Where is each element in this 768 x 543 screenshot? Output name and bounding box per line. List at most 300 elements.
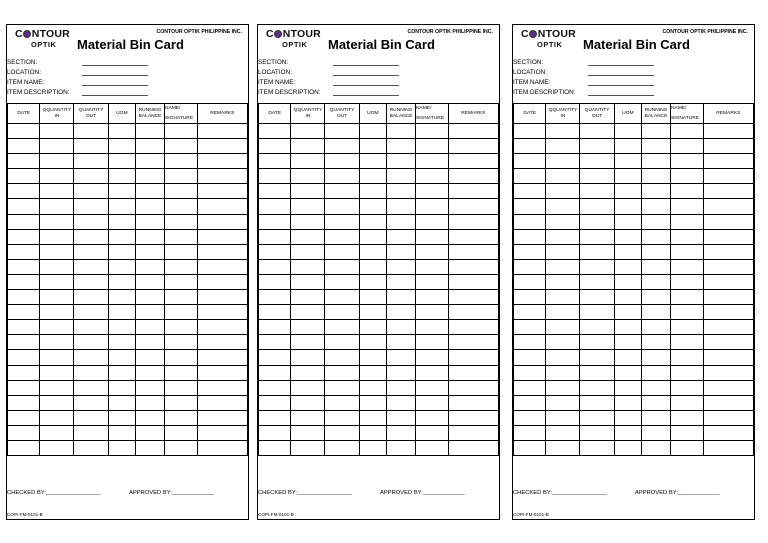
signature-cell[interactable]	[415, 229, 448, 244]
uom-cell[interactable]	[359, 244, 387, 259]
qty-in-cell[interactable]	[40, 305, 74, 320]
qty-out-cell[interactable]	[325, 169, 359, 184]
date-cell[interactable]	[514, 365, 546, 380]
date-cell[interactable]	[8, 169, 40, 184]
remarks-cell[interactable]	[197, 139, 247, 154]
uom-cell[interactable]	[108, 124, 136, 139]
remarks-cell[interactable]	[448, 290, 498, 305]
remarks-cell[interactable]	[197, 244, 247, 259]
balance-cell[interactable]	[642, 184, 671, 199]
date-cell[interactable]	[259, 410, 291, 425]
qty-in-cell[interactable]	[291, 124, 325, 139]
section-field[interactable]	[333, 65, 399, 66]
qty-in-cell[interactable]	[546, 244, 580, 259]
date-cell[interactable]	[514, 229, 546, 244]
remarks-cell[interactable]	[448, 214, 498, 229]
remarks-cell[interactable]	[703, 169, 753, 184]
qty-in-cell[interactable]	[40, 425, 74, 440]
uom-cell[interactable]	[359, 274, 387, 289]
qty-in-cell[interactable]	[291, 244, 325, 259]
uom-cell[interactable]	[108, 395, 136, 410]
uom-cell[interactable]	[614, 335, 642, 350]
balance-cell[interactable]	[136, 274, 165, 289]
balance-cell[interactable]	[387, 244, 416, 259]
remarks-cell[interactable]	[448, 274, 498, 289]
qty-in-cell[interactable]	[291, 305, 325, 320]
qty-in-cell[interactable]	[291, 380, 325, 395]
qty-out-cell[interactable]	[325, 365, 359, 380]
remarks-cell[interactable]	[703, 440, 753, 455]
remarks-cell[interactable]	[197, 305, 247, 320]
signature-cell[interactable]	[670, 290, 703, 305]
qty-out-cell[interactable]	[580, 244, 614, 259]
date-cell[interactable]	[8, 410, 40, 425]
remarks-cell[interactable]	[703, 380, 753, 395]
balance-cell[interactable]	[387, 259, 416, 274]
qty-in-cell[interactable]	[291, 425, 325, 440]
remarks-cell[interactable]	[197, 154, 247, 169]
balance-cell[interactable]	[136, 290, 165, 305]
date-cell[interactable]	[259, 259, 291, 274]
uom-cell[interactable]	[359, 290, 387, 305]
uom-cell[interactable]	[614, 214, 642, 229]
signature-cell[interactable]	[415, 290, 448, 305]
qty-in-cell[interactable]	[40, 124, 74, 139]
qty-in-cell[interactable]	[291, 274, 325, 289]
signature-cell[interactable]	[670, 154, 703, 169]
signature-cell[interactable]	[164, 259, 197, 274]
item-description-field[interactable]	[82, 95, 148, 96]
uom-cell[interactable]	[108, 425, 136, 440]
item-description-field[interactable]	[588, 95, 654, 96]
remarks-cell[interactable]	[448, 380, 498, 395]
signature-cell[interactable]	[415, 259, 448, 274]
qty-out-cell[interactable]	[580, 425, 614, 440]
uom-cell[interactable]	[108, 184, 136, 199]
remarks-cell[interactable]	[197, 274, 247, 289]
signature-cell[interactable]	[670, 320, 703, 335]
balance-cell[interactable]	[642, 410, 671, 425]
date-cell[interactable]	[514, 320, 546, 335]
qty-in-cell[interactable]	[40, 320, 74, 335]
signature-cell[interactable]	[164, 214, 197, 229]
qty-in-cell[interactable]	[291, 410, 325, 425]
uom-cell[interactable]	[108, 320, 136, 335]
qty-out-cell[interactable]	[580, 169, 614, 184]
qty-out-cell[interactable]	[325, 184, 359, 199]
qty-out-cell[interactable]	[74, 410, 108, 425]
signature-cell[interactable]	[415, 395, 448, 410]
uom-cell[interactable]	[614, 244, 642, 259]
signature-cell[interactable]	[670, 350, 703, 365]
uom-cell[interactable]	[359, 199, 387, 214]
qty-in-cell[interactable]	[291, 229, 325, 244]
uom-cell[interactable]	[108, 305, 136, 320]
remarks-cell[interactable]	[448, 320, 498, 335]
uom-cell[interactable]	[614, 320, 642, 335]
date-cell[interactable]	[514, 335, 546, 350]
signature-cell[interactable]	[164, 380, 197, 395]
uom-cell[interactable]	[614, 199, 642, 214]
remarks-cell[interactable]	[448, 395, 498, 410]
uom-cell[interactable]	[108, 154, 136, 169]
signature-cell[interactable]	[670, 440, 703, 455]
balance-cell[interactable]	[387, 395, 416, 410]
date-cell[interactable]	[514, 440, 546, 455]
remarks-cell[interactable]	[703, 365, 753, 380]
uom-cell[interactable]	[108, 440, 136, 455]
qty-in-cell[interactable]	[40, 154, 74, 169]
uom-cell[interactable]	[614, 395, 642, 410]
qty-in-cell[interactable]	[546, 335, 580, 350]
remarks-cell[interactable]	[197, 395, 247, 410]
remarks-cell[interactable]	[448, 410, 498, 425]
qty-out-cell[interactable]	[580, 320, 614, 335]
balance-cell[interactable]	[642, 169, 671, 184]
item-name-field[interactable]	[82, 85, 148, 86]
date-cell[interactable]	[514, 274, 546, 289]
balance-cell[interactable]	[387, 305, 416, 320]
qty-out-cell[interactable]	[74, 244, 108, 259]
date-cell[interactable]	[514, 380, 546, 395]
qty-out-cell[interactable]	[74, 335, 108, 350]
signature-cell[interactable]	[415, 154, 448, 169]
uom-cell[interactable]	[359, 365, 387, 380]
balance-cell[interactable]	[642, 259, 671, 274]
qty-in-cell[interactable]	[546, 124, 580, 139]
date-cell[interactable]	[8, 365, 40, 380]
date-cell[interactable]	[8, 350, 40, 365]
signature-cell[interactable]	[415, 139, 448, 154]
qty-in-cell[interactable]	[291, 320, 325, 335]
balance-cell[interactable]	[642, 380, 671, 395]
remarks-cell[interactable]	[703, 214, 753, 229]
signature-cell[interactable]	[415, 380, 448, 395]
remarks-cell[interactable]	[197, 290, 247, 305]
balance-cell[interactable]	[136, 395, 165, 410]
date-cell[interactable]	[8, 229, 40, 244]
qty-out-cell[interactable]	[74, 274, 108, 289]
location-field[interactable]	[333, 75, 399, 76]
uom-cell[interactable]	[108, 244, 136, 259]
balance-cell[interactable]	[136, 139, 165, 154]
balance-cell[interactable]	[642, 335, 671, 350]
uom-cell[interactable]	[359, 229, 387, 244]
date-cell[interactable]	[8, 244, 40, 259]
remarks-cell[interactable]	[703, 184, 753, 199]
remarks-cell[interactable]	[448, 139, 498, 154]
balance-cell[interactable]	[136, 440, 165, 455]
qty-out-cell[interactable]	[74, 380, 108, 395]
uom-cell[interactable]	[614, 290, 642, 305]
qty-out-cell[interactable]	[74, 440, 108, 455]
signature-cell[interactable]	[164, 365, 197, 380]
date-cell[interactable]	[8, 440, 40, 455]
balance-cell[interactable]	[642, 229, 671, 244]
remarks-cell[interactable]	[197, 350, 247, 365]
location-field[interactable]	[82, 75, 148, 76]
balance-cell[interactable]	[642, 290, 671, 305]
remarks-cell[interactable]	[197, 380, 247, 395]
qty-out-cell[interactable]	[325, 274, 359, 289]
qty-in-cell[interactable]	[291, 350, 325, 365]
balance-cell[interactable]	[136, 229, 165, 244]
signature-cell[interactable]	[415, 365, 448, 380]
signature-cell[interactable]	[164, 274, 197, 289]
remarks-cell[interactable]	[703, 425, 753, 440]
uom-cell[interactable]	[359, 335, 387, 350]
remarks-cell[interactable]	[703, 410, 753, 425]
balance-cell[interactable]	[136, 305, 165, 320]
date-cell[interactable]	[8, 199, 40, 214]
remarks-cell[interactable]	[703, 290, 753, 305]
remarks-cell[interactable]	[197, 199, 247, 214]
signature-cell[interactable]	[164, 290, 197, 305]
qty-in-cell[interactable]	[291, 154, 325, 169]
date-cell[interactable]	[259, 395, 291, 410]
qty-out-cell[interactable]	[325, 305, 359, 320]
signature-cell[interactable]	[670, 395, 703, 410]
remarks-cell[interactable]	[448, 184, 498, 199]
signature-cell[interactable]	[670, 274, 703, 289]
uom-cell[interactable]	[359, 214, 387, 229]
qty-in-cell[interactable]	[546, 440, 580, 455]
uom-cell[interactable]	[359, 380, 387, 395]
uom-cell[interactable]	[614, 124, 642, 139]
date-cell[interactable]	[259, 139, 291, 154]
remarks-cell[interactable]	[197, 214, 247, 229]
uom-cell[interactable]	[614, 274, 642, 289]
qty-in-cell[interactable]	[40, 244, 74, 259]
signature-cell[interactable]	[415, 244, 448, 259]
qty-out-cell[interactable]	[325, 395, 359, 410]
remarks-cell[interactable]	[448, 229, 498, 244]
date-cell[interactable]	[259, 305, 291, 320]
uom-cell[interactable]	[614, 229, 642, 244]
qty-out-cell[interactable]	[580, 154, 614, 169]
date-cell[interactable]	[259, 425, 291, 440]
date-cell[interactable]	[514, 139, 546, 154]
signature-cell[interactable]	[164, 320, 197, 335]
balance-cell[interactable]	[642, 274, 671, 289]
qty-out-cell[interactable]	[325, 259, 359, 274]
qty-out-cell[interactable]	[74, 124, 108, 139]
qty-in-cell[interactable]	[546, 154, 580, 169]
qty-out-cell[interactable]	[325, 214, 359, 229]
uom-cell[interactable]	[614, 410, 642, 425]
qty-in-cell[interactable]	[40, 274, 74, 289]
qty-in-cell[interactable]	[40, 199, 74, 214]
date-cell[interactable]	[8, 184, 40, 199]
uom-cell[interactable]	[108, 214, 136, 229]
qty-out-cell[interactable]	[74, 395, 108, 410]
qty-in-cell[interactable]	[291, 214, 325, 229]
remarks-cell[interactable]	[197, 320, 247, 335]
qty-in-cell[interactable]	[40, 214, 74, 229]
signature-cell[interactable]	[164, 350, 197, 365]
signature-cell[interactable]	[670, 229, 703, 244]
balance-cell[interactable]	[136, 320, 165, 335]
qty-in-cell[interactable]	[291, 259, 325, 274]
signature-cell[interactable]	[670, 305, 703, 320]
balance-cell[interactable]	[642, 244, 671, 259]
remarks-cell[interactable]	[703, 305, 753, 320]
uom-cell[interactable]	[108, 169, 136, 184]
signature-cell[interactable]	[415, 169, 448, 184]
uom-cell[interactable]	[108, 410, 136, 425]
signature-cell[interactable]	[164, 169, 197, 184]
balance-cell[interactable]	[387, 350, 416, 365]
uom-cell[interactable]	[108, 350, 136, 365]
balance-cell[interactable]	[387, 410, 416, 425]
remarks-cell[interactable]	[197, 124, 247, 139]
signature-cell[interactable]	[670, 199, 703, 214]
qty-out-cell[interactable]	[580, 124, 614, 139]
remarks-cell[interactable]	[197, 229, 247, 244]
qty-out-cell[interactable]	[580, 199, 614, 214]
signature-cell[interactable]	[164, 124, 197, 139]
date-cell[interactable]	[514, 244, 546, 259]
date-cell[interactable]	[259, 214, 291, 229]
qty-out-cell[interactable]	[325, 440, 359, 455]
qty-in-cell[interactable]	[291, 184, 325, 199]
signature-cell[interactable]	[670, 169, 703, 184]
uom-cell[interactable]	[359, 395, 387, 410]
balance-cell[interactable]	[642, 305, 671, 320]
balance-cell[interactable]	[136, 184, 165, 199]
signature-cell[interactable]	[415, 305, 448, 320]
remarks-cell[interactable]	[703, 139, 753, 154]
remarks-cell[interactable]	[197, 425, 247, 440]
remarks-cell[interactable]	[448, 259, 498, 274]
date-cell[interactable]	[259, 350, 291, 365]
signature-cell[interactable]	[415, 124, 448, 139]
signature-cell[interactable]	[164, 139, 197, 154]
signature-cell[interactable]	[164, 199, 197, 214]
signature-cell[interactable]	[670, 214, 703, 229]
qty-in-cell[interactable]	[291, 440, 325, 455]
uom-cell[interactable]	[359, 350, 387, 365]
qty-in-cell[interactable]	[546, 410, 580, 425]
balance-cell[interactable]	[387, 139, 416, 154]
uom-cell[interactable]	[108, 290, 136, 305]
signature-cell[interactable]	[415, 335, 448, 350]
date-cell[interactable]	[8, 335, 40, 350]
uom-cell[interactable]	[108, 199, 136, 214]
qty-in-cell[interactable]	[546, 259, 580, 274]
uom-cell[interactable]	[614, 169, 642, 184]
qty-out-cell[interactable]	[580, 350, 614, 365]
qty-in-cell[interactable]	[40, 139, 74, 154]
balance-cell[interactable]	[136, 169, 165, 184]
balance-cell[interactable]	[387, 440, 416, 455]
date-cell[interactable]	[259, 199, 291, 214]
date-cell[interactable]	[514, 395, 546, 410]
item-name-field[interactable]	[588, 85, 654, 86]
qty-out-cell[interactable]	[325, 410, 359, 425]
signature-cell[interactable]	[670, 380, 703, 395]
qty-in-cell[interactable]	[291, 199, 325, 214]
uom-cell[interactable]	[614, 305, 642, 320]
remarks-cell[interactable]	[703, 154, 753, 169]
date-cell[interactable]	[8, 274, 40, 289]
remarks-cell[interactable]	[197, 184, 247, 199]
qty-out-cell[interactable]	[325, 320, 359, 335]
item-name-field[interactable]	[333, 85, 399, 86]
qty-in-cell[interactable]	[546, 365, 580, 380]
remarks-cell[interactable]	[448, 305, 498, 320]
qty-in-cell[interactable]	[40, 184, 74, 199]
uom-cell[interactable]	[359, 184, 387, 199]
date-cell[interactable]	[8, 425, 40, 440]
qty-out-cell[interactable]	[580, 274, 614, 289]
balance-cell[interactable]	[642, 350, 671, 365]
uom-cell[interactable]	[108, 139, 136, 154]
balance-cell[interactable]	[642, 395, 671, 410]
signature-cell[interactable]	[164, 229, 197, 244]
balance-cell[interactable]	[387, 184, 416, 199]
qty-in-cell[interactable]	[40, 365, 74, 380]
remarks-cell[interactable]	[703, 335, 753, 350]
uom-cell[interactable]	[108, 259, 136, 274]
balance-cell[interactable]	[642, 425, 671, 440]
date-cell[interactable]	[514, 199, 546, 214]
signature-cell[interactable]	[670, 410, 703, 425]
signature-cell[interactable]	[164, 395, 197, 410]
remarks-cell[interactable]	[703, 244, 753, 259]
qty-out-cell[interactable]	[580, 440, 614, 455]
balance-cell[interactable]	[642, 154, 671, 169]
signature-cell[interactable]	[164, 440, 197, 455]
qty-out-cell[interactable]	[325, 139, 359, 154]
qty-in-cell[interactable]	[40, 380, 74, 395]
date-cell[interactable]	[8, 395, 40, 410]
uom-cell[interactable]	[108, 365, 136, 380]
qty-out-cell[interactable]	[580, 380, 614, 395]
qty-out-cell[interactable]	[325, 350, 359, 365]
section-field[interactable]	[588, 65, 654, 66]
balance-cell[interactable]	[387, 365, 416, 380]
remarks-cell[interactable]	[448, 335, 498, 350]
balance-cell[interactable]	[136, 410, 165, 425]
remarks-cell[interactable]	[448, 440, 498, 455]
remarks-cell[interactable]	[703, 350, 753, 365]
signature-cell[interactable]	[670, 184, 703, 199]
qty-in-cell[interactable]	[546, 199, 580, 214]
balance-cell[interactable]	[136, 380, 165, 395]
qty-out-cell[interactable]	[74, 169, 108, 184]
balance-cell[interactable]	[136, 244, 165, 259]
uom-cell[interactable]	[108, 274, 136, 289]
remarks-cell[interactable]	[703, 229, 753, 244]
signature-cell[interactable]	[670, 335, 703, 350]
uom-cell[interactable]	[614, 139, 642, 154]
qty-out-cell[interactable]	[74, 350, 108, 365]
remarks-cell[interactable]	[448, 199, 498, 214]
uom-cell[interactable]	[614, 259, 642, 274]
uom-cell[interactable]	[614, 440, 642, 455]
qty-out-cell[interactable]	[580, 139, 614, 154]
date-cell[interactable]	[259, 154, 291, 169]
remarks-cell[interactable]	[703, 395, 753, 410]
signature-cell[interactable]	[164, 154, 197, 169]
qty-out-cell[interactable]	[325, 124, 359, 139]
qty-in-cell[interactable]	[546, 184, 580, 199]
section-field[interactable]	[82, 65, 148, 66]
date-cell[interactable]	[8, 124, 40, 139]
date-cell[interactable]	[8, 139, 40, 154]
balance-cell[interactable]	[387, 335, 416, 350]
